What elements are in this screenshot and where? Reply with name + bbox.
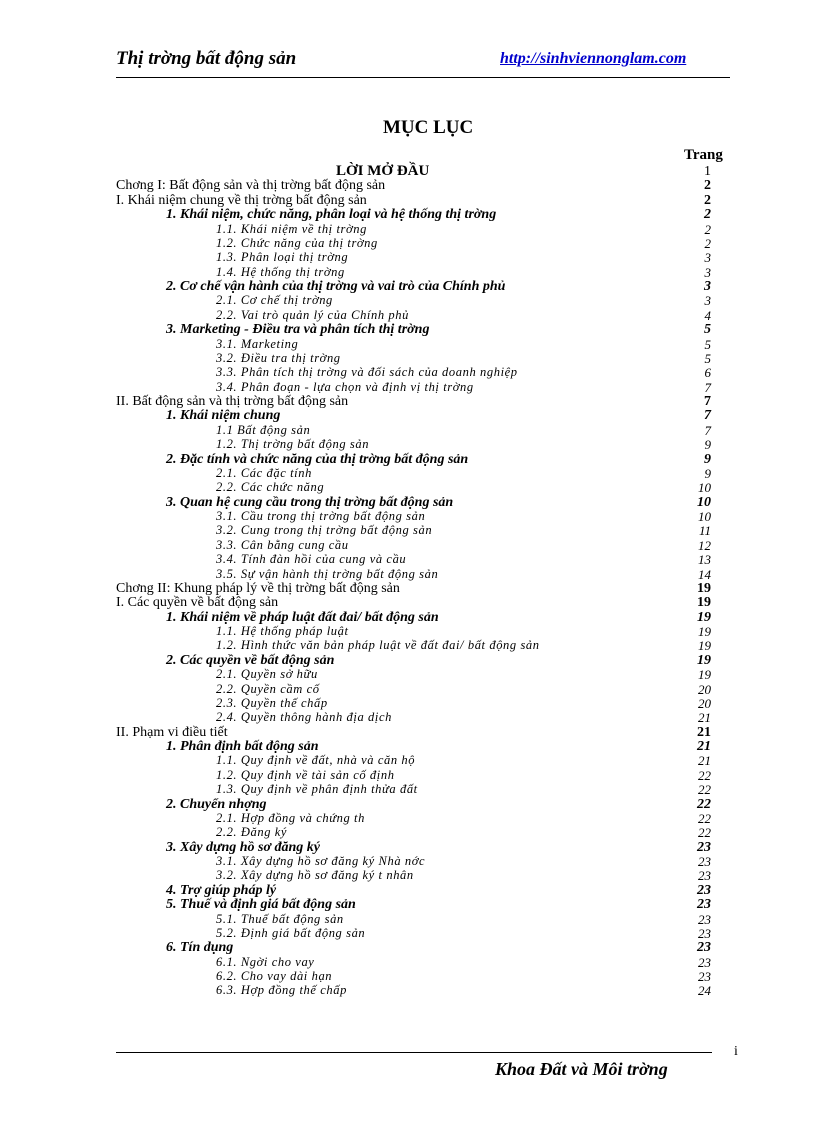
- doc-title: MỤC LỤC: [383, 117, 474, 138]
- toc-entry[interactable]: [0, 811, 816, 825]
- toc-entry-page: 13: [698, 552, 711, 568]
- toc-entry-title: 2.1. Các đặc tính: [216, 465, 312, 480]
- toc-entry-page: 7: [704, 408, 711, 424]
- toc-entry-page: 19: [698, 624, 711, 639]
- toc-entry[interactable]: [0, 452, 816, 466]
- toc-entry-title: 1. Khái niệm, chức năng, phân loại và hệ thống thị trờng: [166, 207, 497, 223]
- toc-entry-title: Chơng I: Bất động sản và thị trờng bất động sản: [116, 178, 386, 194]
- page-column-label: Trang: [684, 147, 723, 163]
- toc-entry-page: 2: [704, 235, 711, 251]
- table-of-contents: [0, 164, 816, 998]
- toc-entry-title: 3. Quan hệ cung cầu trong thị trờng bất động sản: [166, 494, 454, 510]
- toc-entry-page: 3: [704, 250, 711, 266]
- toc-entry[interactable]: [0, 883, 816, 897]
- footer-rule: [116, 1052, 712, 1053]
- toc-entry-title: 5. Thuế và định giá bất động sản: [166, 897, 356, 913]
- toc-entry-page: 3: [704, 279, 711, 294]
- toc-entry-title: 3.3. Phân tích thị trờng và đối sách của doanh nghiệp: [216, 365, 518, 380]
- toc-entry-page: 3: [704, 293, 711, 309]
- toc-entry-page: 22: [697, 796, 711, 812]
- toc-entry[interactable]: [0, 782, 816, 796]
- toc-entry-title: 2.2. Vai trò quản lý của Chính phủ: [216, 307, 409, 322]
- toc-entry[interactable]: [0, 495, 816, 509]
- toc-entry[interactable]: [0, 595, 816, 609]
- toc-entry-page: 7: [704, 422, 711, 438]
- toc-entry[interactable]: [0, 739, 816, 753]
- toc-entry-title: 1.1. Quy định về đất, nhà và căn hộ: [216, 753, 416, 768]
- toc-entry-page: 20: [698, 695, 711, 711]
- toc-entry-title: 3.4. Phân đoạn - lựa chọn và định vị thị trờng: [216, 379, 474, 394]
- toc-entry-page: 1: [704, 164, 711, 179]
- toc-entry[interactable]: [0, 394, 816, 408]
- toc-entry[interactable]: [0, 236, 816, 250]
- toc-entry-title: 2.1. Cơ chế thị trờng: [216, 293, 333, 308]
- toc-entry-page: 22: [698, 782, 711, 798]
- toc-entry[interactable]: [0, 480, 816, 494]
- toc-entry-page: 19: [697, 580, 711, 596]
- toc-entry[interactable]: [0, 222, 816, 236]
- toc-entry-title: 3.2. Cung trong thị trờng bất động sản: [216, 523, 433, 538]
- toc-entry[interactable]: [0, 710, 816, 724]
- toc-entry-page: 10: [698, 509, 711, 524]
- toc-entry[interactable]: [0, 423, 816, 437]
- toc-entry-title: 2. Cơ chế vận hành của thị trờng và vai trò của Chính phủ: [166, 279, 506, 294]
- toc-entry-page: 22: [698, 810, 711, 826]
- toc-entry[interactable]: [0, 926, 816, 940]
- toc-entry-title: 5.1. Thuế bất động sản: [216, 911, 344, 926]
- toc-entry[interactable]: [0, 293, 816, 307]
- toc-entry-page: 2: [704, 207, 711, 223]
- toc-entry-page: 22: [698, 767, 711, 783]
- toc-entry[interactable]: [0, 178, 816, 192]
- toc-entry[interactable]: [0, 868, 816, 882]
- toc-entry-page: 9: [704, 451, 711, 467]
- toc-entry[interactable]: [0, 912, 816, 926]
- toc-entry-title: 6.2. Cho vay dài hạn: [216, 969, 333, 983]
- toc-entry-title: 6.1. Ngời cho vay: [216, 954, 315, 969]
- toc-entry-title: 2.2. Quyền cầm cố: [216, 681, 320, 696]
- toc-entry-title: 3.1. Xây dựng hồ sơ đăng ký Nhà nớc: [216, 854, 426, 868]
- toc-entry-page: 9: [704, 465, 711, 481]
- toc-entry[interactable]: [0, 624, 816, 638]
- toc-entry-page: 14: [698, 566, 711, 582]
- toc-entry[interactable]: [0, 638, 816, 652]
- toc-entry-page: 23: [697, 897, 711, 913]
- header-rule: [116, 77, 730, 78]
- footer-text: Khoa Đất và Môi trờng: [495, 1059, 668, 1079]
- toc-entry-title: Chơng II: Khung pháp lý về thị trờng bất động sản: [116, 580, 400, 596]
- toc-entry[interactable]: [0, 250, 816, 264]
- toc-entry-title: II. Bất động sản và thị trờng bất động sản: [116, 394, 349, 409]
- toc-entry-title: 1. Khái niệm chung: [166, 408, 281, 424]
- toc-entry-title: 1.2. Chức năng của thị trờng: [216, 235, 378, 250]
- toc-entry-title: 3.3. Cân bằng cung cầu: [216, 537, 349, 552]
- toc-entry-title: 6.3. Hợp đồng thế chấp: [216, 983, 347, 998]
- toc-entry-title: 2. Đặc tính và chức năng của thị trờng bất động sản: [166, 451, 469, 467]
- toc-entry[interactable]: [0, 337, 816, 351]
- toc-entry[interactable]: [0, 351, 816, 365]
- toc-entry-page: 19: [698, 638, 711, 654]
- toc-entry-title: 3.2. Điều tra thị trờng: [216, 350, 341, 365]
- toc-entry[interactable]: [0, 667, 816, 681]
- toc-entry[interactable]: [0, 538, 816, 552]
- header-title: Thị trờng bất động sản: [116, 48, 297, 69]
- toc-entry-page: 7: [704, 379, 711, 395]
- toc-entry[interactable]: [0, 825, 816, 839]
- toc-entry-page: 23: [698, 868, 711, 884]
- toc-entry[interactable]: [0, 725, 816, 739]
- toc-entry-page: 10: [697, 494, 711, 510]
- toc-entry-page: 23: [698, 925, 711, 941]
- toc-entry-title: 2.2. Các chức năng: [216, 480, 325, 495]
- toc-entry-page: 2: [704, 221, 711, 237]
- toc-entry-page: 19: [698, 667, 711, 683]
- toc-entry-page: 5: [704, 350, 711, 366]
- toc-entry-title: 1. Khái niệm về pháp luật đất đai/ bất động sản: [166, 609, 439, 625]
- toc-entry-page: 12: [698, 537, 711, 553]
- toc-entry-page: 11: [698, 523, 711, 539]
- toc-entry-title: 3. Xây dựng hồ sơ đăng ký: [166, 839, 320, 855]
- toc-entry[interactable]: [0, 466, 816, 480]
- toc-entry-title: LỜI MỞ ĐẦU: [336, 163, 430, 179]
- toc-entry-title: 1.4. Hệ thống thị trờng: [216, 264, 345, 279]
- toc-entry-title: 1.2. Thị trờng bất động sản: [216, 437, 370, 452]
- toc-entry-page: 22: [698, 825, 711, 841]
- toc-entry[interactable]: [0, 581, 816, 595]
- toc-entry[interactable]: [0, 753, 816, 767]
- toc-entry-page: 21: [697, 724, 711, 740]
- toc-entry-title: 1.1. Hệ thống pháp luật: [216, 624, 349, 638]
- toc-entry-page: 19: [697, 595, 711, 611]
- toc-entry-page: 23: [697, 882, 711, 898]
- toc-entry-page: 20: [698, 681, 711, 697]
- toc-entry-title: 6. Tín dụng: [166, 940, 234, 956]
- toc-entry-title: I. Khái niệm chung về thị trờng bất động sản: [116, 192, 367, 208]
- toc-entry-page: 21: [698, 710, 711, 726]
- toc-entry-page: 9: [704, 437, 711, 453]
- toc-entry[interactable]: [0, 940, 816, 954]
- toc-entry[interactable]: [0, 437, 816, 451]
- toc-entry-page: 5: [704, 336, 711, 352]
- toc-entry[interactable]: [0, 365, 816, 379]
- toc-entry-title: 2.2. Đăng ký: [216, 825, 288, 840]
- toc-entry-page: 23: [698, 969, 711, 984]
- toc-entry-title: 2.1. Hợp đồng và chứng th: [216, 810, 365, 825]
- toc-entry-page: 4: [704, 307, 711, 323]
- toc-entry[interactable]: [0, 380, 816, 394]
- toc-entry[interactable]: [0, 279, 816, 293]
- toc-entry-page: 2: [704, 192, 711, 208]
- toc-entry[interactable]: [0, 696, 816, 710]
- toc-entry[interactable]: [0, 193, 816, 207]
- toc-entry-page: 24: [698, 983, 711, 999]
- toc-entry-title: 1.3. Quy định về phân định thửa đất: [216, 782, 418, 797]
- toc-entry[interactable]: [0, 897, 816, 911]
- toc-entry-title: 1.2. Hình thức văn bản pháp luật về đất đai/ bất động sản: [216, 638, 540, 653]
- toc-entry-title: 3.4. Tính đàn hồi của cung và cầu: [216, 552, 407, 567]
- header-link[interactable]: http://sinhviennonglam.com: [500, 50, 687, 67]
- toc-entry-title: 2. Các quyền về bất động sản: [166, 652, 335, 668]
- toc-entry-title: 3.2. Xây dựng hồ sơ đăng ký t nhân: [216, 868, 414, 883]
- toc-entry-page: 19: [697, 609, 711, 625]
- toc-entry[interactable]: [0, 308, 816, 322]
- toc-entry[interactable]: [0, 322, 816, 336]
- toc-entry-page: 21: [698, 753, 711, 769]
- toc-entry-page: 23: [698, 854, 711, 869]
- toc-entry-title: 5.2. Định giá bất động sản: [216, 925, 366, 940]
- toc-entry-title: 1.3. Phân loại thị trờng: [216, 250, 349, 265]
- toc-entry[interactable]: [0, 523, 816, 537]
- toc-entry-title: 4. Trợ giúp pháp lý: [166, 882, 277, 898]
- toc-entry[interactable]: [0, 552, 816, 566]
- toc-entry[interactable]: [0, 509, 816, 523]
- toc-entry-page: 23: [698, 954, 711, 970]
- toc-entry-page: 6: [704, 365, 711, 381]
- toc-entry-page: 7: [704, 394, 711, 409]
- footer-page-number: i: [734, 1044, 738, 1059]
- toc-entry-page: 19: [697, 652, 711, 668]
- toc-entry[interactable]: [0, 265, 816, 279]
- toc-entry-title: 2.1. Quyền sở hữu: [216, 667, 318, 682]
- toc-entry[interactable]: [0, 955, 816, 969]
- toc-entry[interactable]: [0, 207, 816, 221]
- toc-entry-title: 1.1 Bất động sản: [216, 422, 311, 437]
- toc-entry-page: 2: [704, 178, 711, 194]
- toc-entry[interactable]: [0, 768, 816, 782]
- toc-entry-title: 3. Marketing - Điều tra và phân tích thị trờng: [166, 322, 430, 338]
- toc-entry[interactable]: [0, 567, 816, 581]
- toc-entry[interactable]: [0, 969, 816, 983]
- toc-entry-page: 21: [697, 739, 711, 754]
- toc-entry[interactable]: [0, 408, 816, 422]
- toc-entry-title: 1. Phân định bất động sản: [166, 739, 319, 754]
- toc-entry-page: 23: [698, 911, 711, 927]
- toc-entry[interactable]: [0, 854, 816, 868]
- toc-entry-title: II. Phạm vi điều tiết: [116, 724, 228, 740]
- toc-entry[interactable]: [0, 682, 816, 696]
- toc-entry-page: 5: [704, 322, 711, 338]
- toc-entry-page: 3: [704, 264, 711, 280]
- toc-entry-title: 2.4. Quyền thông hành địa dịch: [216, 710, 392, 725]
- toc-entry[interactable]: [0, 983, 816, 997]
- toc-entry[interactable]: [0, 610, 816, 624]
- toc-entry-title: 2.3. Quyền thế chấp: [216, 695, 328, 710]
- toc-entry[interactable]: [0, 653, 816, 667]
- toc-entry-page: 10: [698, 480, 711, 496]
- toc-entry[interactable]: [0, 797, 816, 811]
- toc-entry-title: 1.2. Quy định về tài sản cố định: [216, 767, 395, 782]
- toc-entry-title: 3.1. Cầu trong thị trờng bất động sản: [216, 509, 426, 523]
- toc-entry-page: 23: [697, 940, 711, 956]
- toc-entry-title: 3.1. Marketing: [216, 336, 299, 351]
- toc-entry-title: 3.5. Sự vận hành thị trờng bất động sản: [216, 566, 439, 581]
- toc-entry[interactable]: [0, 164, 816, 178]
- toc-entry-page: 23: [697, 839, 711, 855]
- toc-entry-title: 2. Chuyển nhợng: [166, 796, 267, 812]
- toc-entry[interactable]: [0, 840, 816, 854]
- toc-entry-title: 1.1. Khái niệm về thị trờng: [216, 221, 367, 236]
- toc-entry-title: I. Các quyền về bất động sản: [116, 595, 279, 611]
